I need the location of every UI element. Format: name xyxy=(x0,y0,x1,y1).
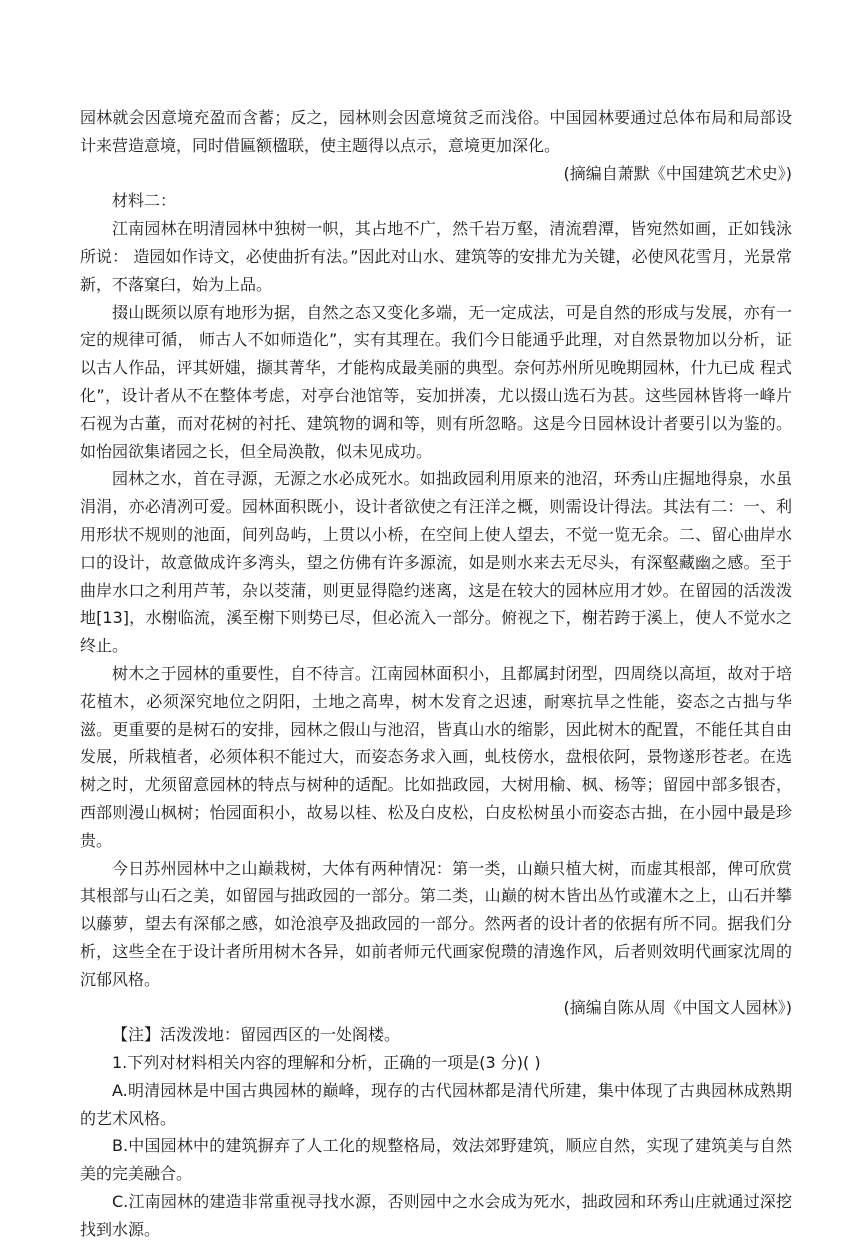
footnote: 【注】活泼泼地：留园西区的一处阁楼。 xyxy=(112,1025,401,1045)
document-page xyxy=(80,104,792,1244)
material-2-paragraph-4: 树木之于园林的重要性，自不待言。江南园林面积小，且都属封闭型，四周绕以高垣，故对于培花植木，必须深究地位之阴阳，土地之高卑，树木发育之迟速，耐寒抗旱之性能，姿态之古拙与华滋。更重要的是树石的安排，园林之假山与池沼，皆真山水的缩影，因此树木的配置，不能任其自由发展，所栽植者，必须体积不能过大，而姿态务求入画，虬枝傍水，盘根依阿，景物遂形苍老。在选树之时，尤须留意园林的特点与树种的适配。比如拙政园，大树用榆、枫、杨等；留园中部多银杏，西部则漫山枫树；怡园面积小，故易以桂、松及白皮松，白皮松树虽小而姿态古拙，在小园中最是珍贵。 xyxy=(80,663,792,850)
source-citation-2: (摘编自陈从周《中国文人园林》) xyxy=(563,997,792,1017)
material-2-paragraph-3: 园林之水，首在寻源，无源之水必成死水。如拙政园利用原来的池沼，环秀山庄掘地得泉，水虽涓涓，亦必清冽可爱。园林面积既小，设计者欲使之有汪洋之概，则需设计得法。其法有二：一、利用形状不规则的池面，间列岛屿，上贯以小桥，在空间上使人望去，不觉一览无余。二、留心曲岸水口的设计，故意做成许多湾头，望之仿佛有许多源流，如是则水来去无尽头，有深壑藏幽之感。至于曲岸水口之利用芦苇，杂以茭蒲，则更显得隐约迷离，这是在较大的园林应用才妙。在留园的活泼泼地[13]，水榭临流，溪至榭下则势已尽，但必流入一部分。俯视之下，榭若跨于溪上，使人不觉水之终止。 xyxy=(80,469,792,656)
material-2-label: 材料二： xyxy=(112,191,177,211)
material-2-paragraph-5: 今日苏州园林中之山巅栽树，大体有两种情况：第一类，山巅只植大树，而虚其根部，俾可欣赏其根部与山石之美，如留园与拙政园的一部分。第二类，山巅的树木皆出丛竹或灌木之上，山石并攀以藤萝，望去有深郁之感，如沧浪亭及拙政园的一部分。然两者的设计者的依据有所不同。据我们分析，这些全在于设计者所用树木各异，如前者师元代画家倪瓒的清逸作风，后者则效明代画家沈周的沉郁风格。 xyxy=(80,858,792,989)
option-a: A.明清园林是中国古典园林的巅峰，现存的古代园林都是清代所建，集中体现了古典园林成熟期的艺术风格。 xyxy=(80,1080,792,1128)
material-2-paragraph-2: 掇山既须以原有地形为据，自然之态又变化多端，无一定成法，可是自然的形成与发展，亦有一定的规律可循， 师古人不如师造化”，实有其理在。我们今日能通乎此理，对自然景物加以分析，证以古人作品，评其妍媸，撷其菁华，才能构成最美丽的典型。奈何苏州所见晚期园林，什九已成 程式化”，设计者从不在整体考虑，对亭台池馆等，妄加拼凑，尤以掇山选石为甚。这些园林皆将一峰片石视为古董，而对花树的衬托、建筑物的调和等，则有所忽略。这是今日园林设计者要引以为鉴的。如怡园欲集诸园之长，但全局涣散，似未见成功。 xyxy=(80,302,792,461)
option-c: C.江南园林的建造非常重视寻找水源，否则园中之水会成为死水，拙政园和环秀山庄就通过深挖找到水源。 xyxy=(80,1192,792,1239)
source-citation-1: (摘编自萧默《中国建筑艺术史》) xyxy=(563,163,792,183)
material-2-paragraph-1: 江南园林在明清园林中独树一帜，其占地不广，然千岩万壑，清流碧潭，皆宛然如画，正如钱泳所说： 造园如作诗文，必使曲折有法。”因此对山水、建筑等的安排尤为关键，必使风花雪月，光景常新，不落窠臼，始为上品。 xyxy=(80,219,792,294)
question-stem: 1.下列对材料相关内容的理解和分析，正确的一项是(3 分)( ) xyxy=(112,1053,541,1073)
option-b: B.中国园林中的建筑摒弃了人工化的规整格局，效法郊野建筑，顺应自然，实现了建筑美与自然美的完美融合。 xyxy=(80,1136,792,1184)
intro-paragraph: 园林就会因意境充盈而含蓄；反之，园林则会因意境贫乏而浅俗。中国园林要通过总体布局和局部设计来营造意境，同时借匾额楹联，使主题得以点示，意境更加深化。 xyxy=(80,108,792,155)
